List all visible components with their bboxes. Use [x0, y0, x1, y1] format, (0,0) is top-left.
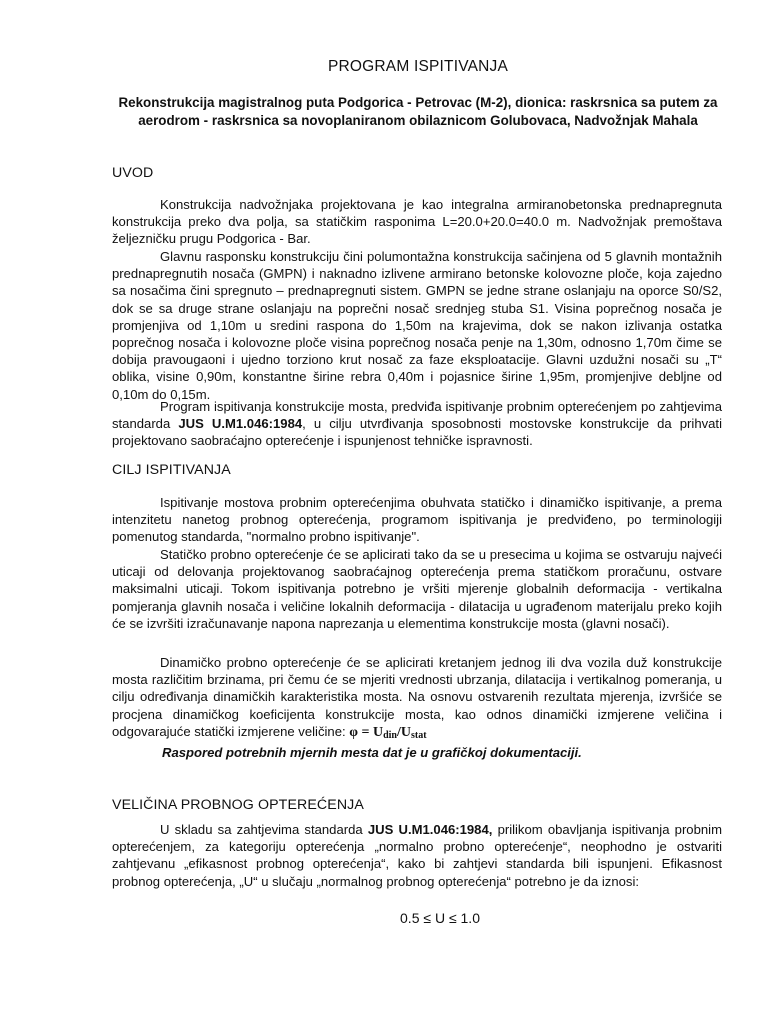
uvod-paragraph-2: Glavnu rasponsku konstrukciju čini polumontažna konstrukcija sačinjena od 5 glavnih montažnih prednapregnutih nosača (GMPN) i naknadno izlivene armirano betonske kolovozne ploče, koja zajedno sa nosačima čini spregnuto – prednapregnuti sistem. GMPN se jedne strane oslanjaju na oporce S0/S2, dok se sa druge strane oslanjaju na poprečni nosač srednjeg stuba S1. Visina poprečnog nosača je promjenjiva od 1,10m u sredini raspona do 1,50m na krajevima, dok se nakon izlivanja ostatka poprečnog nosača i kolovozne ploče visina poprečnog nosača penje na 1,30m, odnosno 1,70m čime se dobija pravougaoni i ujedno torziono krut nosač za faze eksploatacije. Glavni uzdužni nosači su „T“ oblika, visine 0,90m, konstantne širine rebra 0,40m i pojasnice širine 1,95m, promjenjive debljne od 0,10m do 0,15m.	[112, 249, 722, 402]
measurement-note: Raspored potrebnih mjernih mesta dat je u grafičkoj dokumentaciji.	[162, 745, 582, 760]
formula-sub-stat: stat	[411, 729, 427, 741]
uvod-paragraph-1: Konstrukcija nadvožnjaka projektovana je kao integralna armiranobetonska prednapregnuta konstrukcija preko dva polja, sa statičkim rasponima L=20.0+20.0=40.0 m. Nadvožnjak premoštava željezničku prugu Podgorica - Bar.	[112, 197, 722, 247]
velicina-paragraph-1	[112, 821, 722, 890]
cilj-paragraph-1: Ispitivanje mostova probnim opterećenjima obuhvata statičko i dinamičko ispitivanje, a prema intenzitetu nanetog probnog opterećenja, programom ispitivanja je predviđeno, po terminologiji pomenutog standarda, "normalno probno ispitivanje".	[112, 495, 722, 545]
section-heading-velicina: VELIČINA PROBNOG OPTEREĆENJA	[112, 797, 364, 813]
dynamic-coefficient-formula	[349, 725, 426, 740]
efficiency-inequality: 0.5 ≤ U ≤ 1.0	[400, 910, 480, 926]
uvod-p3-text-a: Program ispitivanja konstrukcije mosta, predviđa ispitivanje probnim opterećenjem po zahtjevima standarda	[112, 399, 722, 432]
cilj-p3-text: Dinamičko probno opterećenje će se aplicirati kretanjem jednog ili dva vozila duž konstrukcije mosta različitim brzinama, pri čemu će se mjeriti vrednosti ubrzanja, dilatacija i vertikalnog pomeranja, u cilju određivanja dinamičkih karakteristika mosta. Na osnovu ostvarenih rezultata mjerenja, izvršiće se procjena dinamičkog koeficijenta konstrukcije mosta, kao odnos dinamički izmjerene veličina i odgovarajuće statički izmjerene veličine:	[112, 655, 722, 739]
cilj-paragraph-2: Statičko probno opterećenje će se aplicirati tako da se u presecima u kojima se ostvaruju najveći uticaji od delovanja projektovanog saobraćajnog opterećenja prema statičkom proračunu, ostvare maksimalni uticaji. Tokom ispitivanja potrebno je vršiti mjerenje globalnih deformacija - vertikalna pomjeranja glavnih nosača i veličine lokalnih deformacija - dilatacija u ugrađenom materijalu preko kojih će se izvršiti izračunavanje napona naprezanja u elementima konstrukcije mosta (glavni nosači).	[112, 547, 722, 631]
formula-lhs: φ = U	[349, 724, 384, 740]
standard-reference: JUS U.M1.046:1984	[178, 416, 303, 432]
section-heading-uvod: UVOD	[112, 165, 154, 181]
velicina-p1-text-a: U skladu sa zahtjevima standarda	[160, 822, 368, 837]
velicina-p1-text-b: prilikom obavljanja ispitivanja probnim opterećenjem, za kategoriju opterećenja „normalno probno opterećenje“, neophodno je ostvariti zahtjevanu „efikasnost probnog opterećenja“, kako bi zahtjevi standarda bili ispunjeni. Efikasnost probnog opterećenja, „U“ u slučaju „normalnog probnog opterećenja“ potrebno je da iznosi:	[112, 822, 722, 889]
uvod-p3-text-b: , u cilju utvrđivanja sposobnosti mostovske konstrukcije da prihvati projektovano saobraćajno opterećenje i ispunjenost tehničke ispravnosti.	[112, 416, 722, 449]
formula-mid: /U	[397, 724, 411, 740]
uvod-paragraph-3	[112, 398, 722, 450]
cilj-paragraph-3	[112, 654, 722, 744]
document-subtitle: Rekonstrukcija magistralnog puta Podgorica - Petrovac (M-2), dionica: raskrsnica sa putem za aerodrom - raskrsnica sa novoplaniranom obilaznicom Golubovaca, Nadvožnjak Mahala	[118, 95, 718, 128]
section-heading-cilj: CILJ ISPITIVANJA	[112, 462, 231, 478]
document-title: PROGRAM ISPITIVANJA	[327, 58, 509, 75]
standard-reference-2: JUS U.M1.046:1984,	[367, 822, 493, 837]
formula-sub-din: din	[383, 729, 397, 741]
